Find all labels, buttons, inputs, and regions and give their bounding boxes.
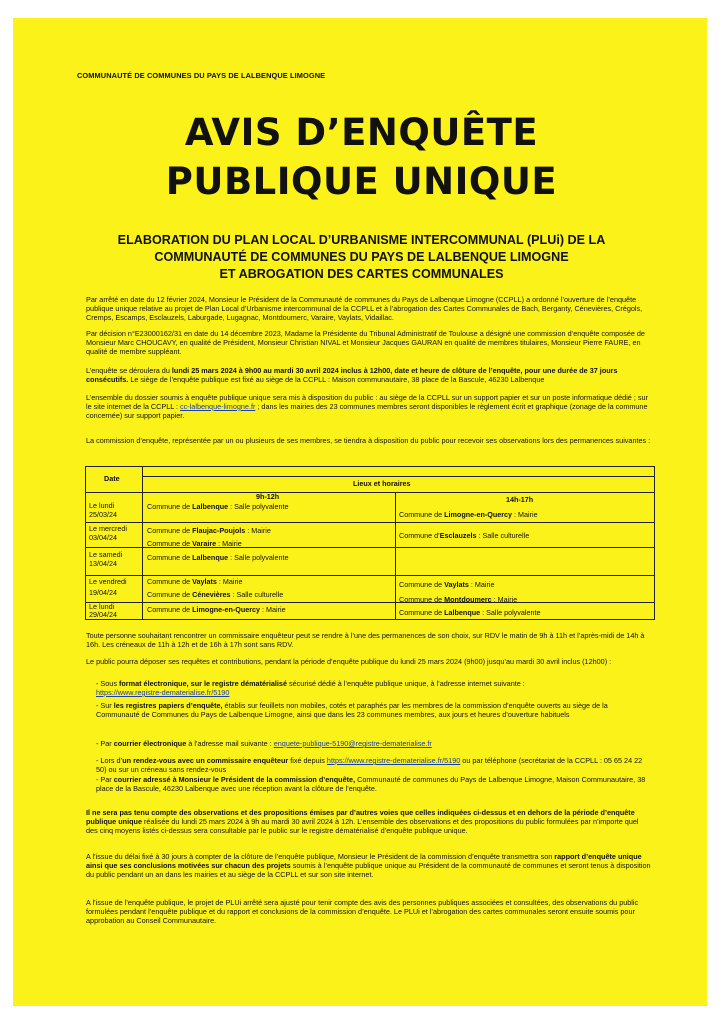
table-divider xyxy=(86,575,654,576)
paragraph-arrete: Par arrêté en date du 12 février 2024, Monsieur le Président de la Communauté de communes du Pays de Lalbenque Limogne (CCPLL) a ordonné l’ouverture de l’enquête publique unique relative au projet de Plan Local d’Urbanisme intercommunal de la CCPLL et à l’abrogation des Cartes Communales de Bach, Berganty, Cénevières, Crégols, Cremps, Escamps, Esclauzels, Laburgade, Lugagnac, Montdoumerc, Varaire, Vaylats, Vidaillac. xyxy=(86,295,643,322)
bullet-courrier-postal: - Par courrier adressé à Monsieur le Président de la commission d’enquête, Communauté de communes du Pays de Lalbenque Limogne, Maison Communautaire, 38 place de la Bascule, 46230 Lalbenque avec une réception avant la clôture de l’enquête. xyxy=(96,775,646,793)
row-date: 19/04/24 xyxy=(89,588,117,597)
table-divider xyxy=(142,467,143,619)
row-date: Le samedi xyxy=(89,550,123,559)
table-divider xyxy=(142,476,654,477)
table-divider xyxy=(86,522,654,523)
row-date: 25/03/24 xyxy=(89,510,117,519)
row-morning: Commune de Lalbenque : Salle polyvalente xyxy=(147,502,289,511)
row-afternoon: Commune de Montdoumerc : Mairie xyxy=(399,595,518,604)
paragraph-contributions: Le public pourra déposer ses requêtes et contributions, pendant la période d’enquête publique du lundi 25 mars 2024 (9h00) jusqu’au mardi 30 avril inclus (12h00) : xyxy=(86,657,612,666)
email-link[interactable]: enquete-publique-5190@registre-dematerialise.fr xyxy=(273,739,432,748)
row-afternoon: Commune d’Esclauzels : Salle culturelle xyxy=(399,531,530,540)
row-date: 13/04/24 xyxy=(89,559,117,568)
row-morning: Commune de Lalbenque : Salle polyvalente xyxy=(147,553,289,562)
header-morning: 9h-12h xyxy=(256,492,280,501)
row-morning: Commune de Flaujac-Poujols : Mairie xyxy=(147,526,271,535)
ccpll-website-link[interactable]: cc-lalbenque-limogne.fr xyxy=(180,401,256,411)
row-afternoon: Commune de Vaylats : Mairie xyxy=(399,580,495,589)
row-date: Le mercredi xyxy=(89,524,127,533)
paragraph-dates: L’enquête se déroulera du lundi 25 mars 2024 à 9h00 au mardi 30 avril 2024 inclus à 12h00, date et heure de clôture de l’enquête, pour une durée de 37 jours consécutifs. Le siège de l’enquête publique est fixé au siège de la CCPLL : Maison communautaire, 38 place de la Bascule, 46230 Lalbenque xyxy=(86,366,618,384)
row-date: 29/04/24 xyxy=(89,610,117,619)
paragraph-decision: Par décision n°E23000162/31 en date du 14 décembre 2023, Madame la Présidente du Tribunal Administratif de Toulouse a désigné une commission d’enquête composée de Monsieur Marc CHOUCAVY, en qualité de Président, Monsieur Christian NIVAL et Monsieur Jacques GAURAN en qualité de membres titulaires, Monsieur Pierre FAURE, en qualité de membre suppléant. xyxy=(86,329,645,356)
paragraph-observations: Il ne sera pas tenu compte des observations et des propositions émises par d’autres voies que celles indiquées ci-dessus et en dehors de la période d’enquête publique unique réalisée du lundi 25 mars 2024 à 9h au mardi 30 avril 2024 à 12h. L’ensemble des observations et des propositions du public formulées par n’importe quel des cinq moyens listés ci-dessus sera consultable par le public sur le registre dématérialisé d’enquête publique unique. xyxy=(86,808,639,835)
header-lieux: Lieux et horaires xyxy=(353,479,411,488)
row-morning: Commune de Cénevières : Salle culturelle xyxy=(147,590,284,599)
row-morning: Commune de Vaylats : Mairie xyxy=(147,577,243,586)
paragraph-approbation: A l’issue de l’enquête publique, le projet de PLUi arrêté sera ajusté pour tenir compte des avis des personnes publiques associées et consultées, des observations du public formulées pendant l’enquête publique et du rapport et conclusions de la commission d’enquête. Le PLUi et l’abrogation des cartes communales seront ensuite soumis pour approbation au Conseil Communautaire. xyxy=(86,898,639,925)
header-afternoon: 14h-17h xyxy=(506,495,534,504)
paragraph-commission: La commission d’enquête, représentée par un ou plusieurs de ses membres, se tiendra à disposition du public pour recevoir ses observations lors des permanences suivantes : xyxy=(86,436,651,445)
bullet-courrier-electronique: - Par courrier électronique à l’adresse mail suivante : enquete-publique-5190@registre-dematerialise.fr xyxy=(96,739,432,748)
subtitle xyxy=(60,232,663,283)
title-line-1: AVIS D’ENQUÊTE xyxy=(184,111,539,154)
paragraph-dossier: L’ensemble du dossier soumis à enquête publique unique sera mis à disposition du public : au siège de la CCPLL sur un support papier et sur un poste informatique dédié ; sur le site internet de la CCPLL : cc-lalbenque-limogne.fr ; dans les mairies des 23 communes membres seront disponibles le règlement écrit et graphique (zonage de la commune concernée) sur support papier. xyxy=(86,393,648,420)
row-date: Le lundi xyxy=(89,602,115,611)
registre-link[interactable]: https://www.registre-dematerialise.fr/5190 xyxy=(96,687,230,697)
rdv-link[interactable]: https://www.registre-dematerialise.fr/5190 xyxy=(326,756,461,765)
header-date: Date xyxy=(104,474,120,483)
subtitle-line-2: COMMUNAUTÉ DE COMMUNES DU PAYS DE LALBENQUE LIMOGNE xyxy=(154,250,569,264)
table-divider xyxy=(86,492,654,493)
bullet-rendez-vous: - Lors d’un rendez-vous avec un commissaire enquêteur fixé depuis https://www.registre-dematerialise.fr/5190 ou par téléphone (secrétariat de la CCPLL : 05 65 24 22 50) ou sur un créneau sans rendez-vous xyxy=(96,756,643,774)
subtitle-line-1: ELABORATION DU PLAN LOCAL D’URBANISME INTERCOMMUNAL (PLUi) DE LA xyxy=(117,233,606,247)
row-morning: Commune de Limogne-en-Quercy : Mairie xyxy=(147,605,286,614)
table-divider xyxy=(395,492,396,619)
bullet-registre-dematerialise: - Sous format électronique, sur le registre dématérialisé sécurisé dédié à l’enquête publique unique, à l’adresse internet suivante : https://www.registre-dematerialise.fr/5190 xyxy=(96,679,525,697)
organisation-header: COMMUNAUTÉ DE COMMUNES DU PAYS DE LALBENQUE LIMOGNE xyxy=(77,71,326,80)
paragraph-rdv: Toute personne souhaitant rencontrer un commissaire enquêteur peut se rendre à l’une des permanences de son choix, sur RDV le matin de 9h à 11h et l’après-midi de 14h à 16h. Les créneaux de 11h à 12h et de 16h à 17h sont sans RDV. xyxy=(86,631,645,649)
subtitle-line-3: ET ABROGATION DES CARTES COMMUNALES xyxy=(219,267,504,281)
table-divider xyxy=(86,602,654,603)
row-afternoon: Commune de Lalbenque : Salle polyvalente xyxy=(399,608,541,617)
row-date: Le lundi xyxy=(89,501,115,510)
paragraph-rapport: A l’issue du délai fixé à 30 jours à compter de la clôture de l’enquête publique, Monsieur le Président de la commission d’enquête transmettra son rapport d’enquête unique ainsi que ses conclusions motivées sur chacun des projets soumis à l’enquête publique unique au Président de la communauté de communes et seront tenus à disposition du public pendant un an dans les mairies et au siège de la CCPLL et sur son site internet. xyxy=(86,852,651,879)
permanences-table xyxy=(85,466,655,620)
row-date: Le vendredi xyxy=(89,577,127,586)
row-afternoon: Commune de Limogne-en-Quercy : Mairie xyxy=(399,510,538,519)
bullet-registres-papiers: - Sur les registres papiers d’enquête, établis sur feuillets non mobiles, cotés et paraphés par les membres de la commission d’enquête ouverts au siège de la Communauté de Communes du Pays de Lalbenque Limogne, ainsi que dans les 23 communes membres, aux jours et heures d’ouverture habituels xyxy=(96,701,608,719)
title-line-2: PUBLIQUE UNIQUE xyxy=(165,160,558,203)
row-morning: Commune de Varaire : Mairie xyxy=(147,539,242,548)
row-date: 03/04/24 xyxy=(89,533,117,542)
